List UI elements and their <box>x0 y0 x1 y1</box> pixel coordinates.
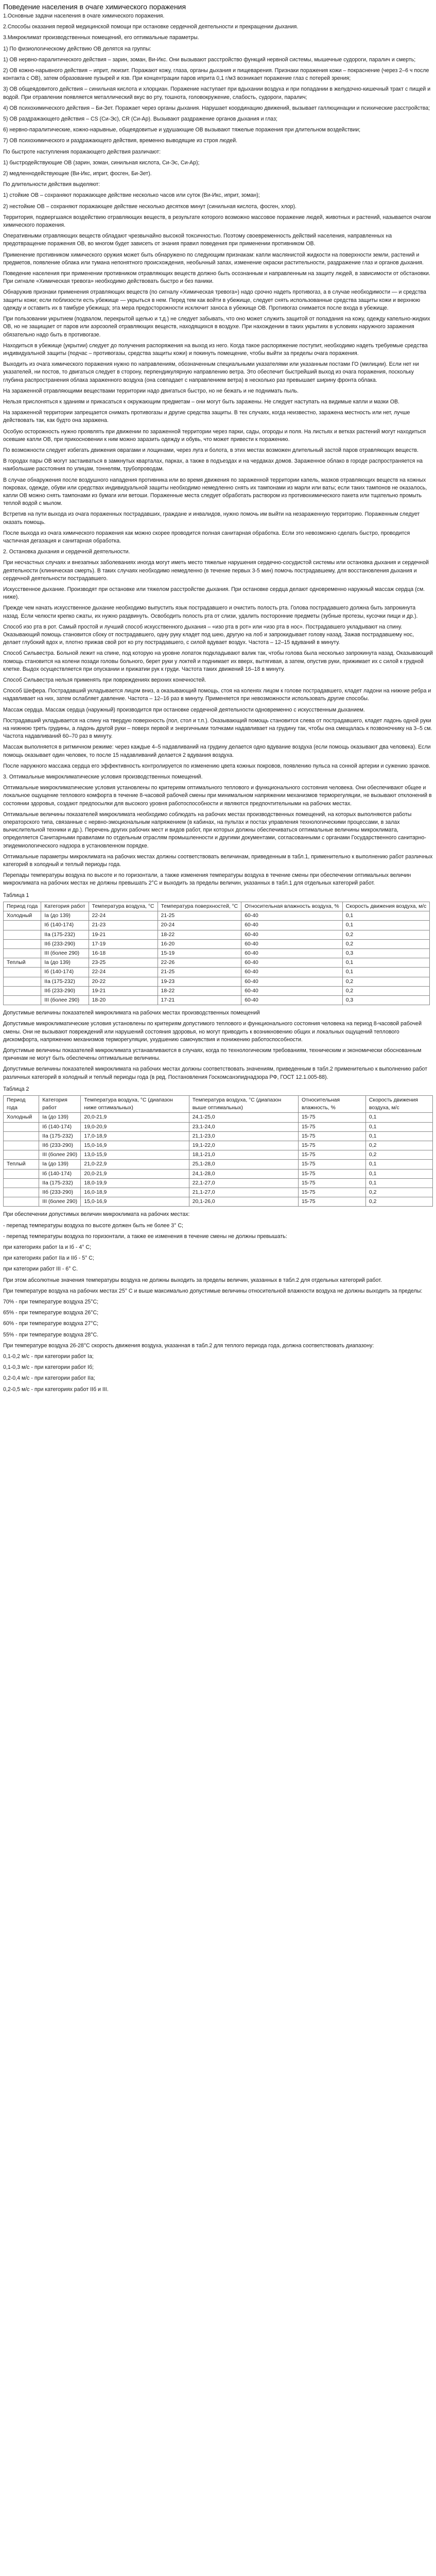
table-header-cell: Категория работ <box>39 1095 81 1112</box>
table-cell: 19,0-20,9 <box>81 1122 189 1131</box>
table-cell: 24,1-28,0 <box>189 1169 298 1178</box>
table-cell: 0,2 <box>342 986 430 995</box>
table-cell: IIб (233-290) <box>41 939 89 948</box>
table-cell: 0,1 <box>365 1178 432 1188</box>
table-cell: 21,1-27,0 <box>189 1188 298 1197</box>
table-row <box>4 911 430 921</box>
table-cell: Iб (140-174) <box>39 1122 81 1131</box>
table-cell <box>4 939 41 948</box>
table-cell: 0,1 <box>342 958 430 968</box>
paragraph: 1) По физиологическому действию ОВ делятся на группы: <box>3 45 151 52</box>
table-cell: III (более 290) <box>39 1150 81 1160</box>
table-cell: 19-21 <box>89 986 158 995</box>
paragraph: 3. Оптимальные микроклиматические условия производственных помещений. <box>3 774 203 781</box>
paragraph: 2.Способы оказания первой медицинской помощи при остановке сердечной деятельности и прекращении дыхания. <box>3 24 299 30</box>
table-cell: 15-75 <box>298 1141 365 1150</box>
table-row <box>4 1160 433 1169</box>
table-cell: 15-75 <box>298 1188 365 1197</box>
table-row <box>4 1178 433 1188</box>
table-cell: 0,1 <box>342 921 430 930</box>
paragraph: Выходить из очага химического поражения нужно по направлениям, обозначенным специальными указателями или указанным постами ГО (милиции). Если нет ни указателей, ни постов, то двигаться следует в сторону, перпендикулярную направлению ветра. Это обеспечит быстрейший выход из очага поражения, поскольку глубина распространения облака зараженного воздуха (она совпадает с направлением ветра) в несколько раз превышает ширину фронта облака. <box>3 361 419 383</box>
table-cell: 60-40 <box>241 948 343 958</box>
paragraph: Таблица 1 <box>3 892 29 899</box>
table-row <box>4 1122 433 1131</box>
paragraph: При обеспечении допустимых величин микроклимата на рабочих местах: <box>3 1211 190 1218</box>
paragraph: 0,1-0,3 м/с - при категории работ Iб; <box>3 1364 94 1371</box>
table-cell: IIб (233-290) <box>39 1188 81 1197</box>
paragraph: 2) нестойкие ОВ – сохраняют поражающее действие несколько десятков минут (синильная кислота, фосген, хлор). <box>3 203 297 210</box>
table-row <box>4 1141 433 1150</box>
table-cell: Теплый <box>4 1160 39 1169</box>
paragraph: 4) ОВ психохимического действия – Би-Зет. Поражает через органы дыхания. Нарушает координацию движений, вызывает галлюцинации и психические расстройства; <box>3 105 430 111</box>
table-cell: IIб (233-290) <box>39 1141 81 1150</box>
paragraph: Массаж выполняется в ритмичном режиме: через каждые 4–5 надавливаний на грудину делается одно вдувание воздуха (если помощь оказывают два человека). Если помощь оказывает один человек, то после 15 надавливаний делается 2 вдувания воздуха. <box>3 744 431 758</box>
table-cell: 18,0-19,9 <box>81 1178 189 1188</box>
table-cell: 60-40 <box>241 930 343 939</box>
table-cell: 0,1 <box>365 1160 432 1169</box>
table-cell: 23,1-24,0 <box>189 1122 298 1131</box>
paragraph: 60% - при температуре воздуха 27°С; <box>3 1320 99 1327</box>
table-cell: 18-20 <box>89 995 158 1005</box>
paragraph: 65% - при температуре воздуха 26°С; <box>3 1310 99 1316</box>
table-row <box>4 930 430 939</box>
paragraph: 55% - при температуре воздуха 28°С. <box>3 1331 99 1338</box>
table-cell: Iб (140-174) <box>41 968 89 977</box>
table-1-header <box>4 902 430 911</box>
table-cell: 0,2 <box>342 930 430 939</box>
paragraph: При температуре воздуха на рабочих местах 25° С и выше максимально допустимые величины относительной влажности воздуха не должны выходить за пределы: <box>3 1287 423 1294</box>
table-cell: 20,1-26,0 <box>189 1197 298 1207</box>
paragraph: По возможности следует избегать движения оврагами и лощинами, через луга и болота, в этих местах возможен длительный застой паров отравляющих веществ. <box>3 447 418 453</box>
paragraph: Нельзя прислоняться к зданиям и прикасаться к окружающим предметам – они могут быть заражены. Не следует наступать на видимые капли и мазки ОВ. <box>3 398 399 405</box>
table-cell: 20,0-21,9 <box>81 1113 189 1122</box>
table-row <box>4 1131 433 1141</box>
paragraph: Поведение населения при применении противником отравляющих веществ должно быть осознанным и направленным на защиту людей, в зависимости от обстановки. При сигнале «Химическая тревога» необходимо действовать быстро и без паники. <box>3 270 430 285</box>
table-cell: Iб (140-174) <box>39 1169 81 1178</box>
paragraph: Находиться в убежище (укрытии) следует до получения распоряжения на выход из него. Когда такое распоряжение поступит, необходимо надеть требуемые средства индивидуальной защиты (подчас – противогазы, средства защиты кожи) и покинуть помещение, чтобы выйти за пределы очага поражения. <box>3 342 428 357</box>
table-cell: 21,0-22,9 <box>81 1160 189 1169</box>
table-cell <box>4 1131 39 1141</box>
table-cell: Теплый <box>4 958 41 968</box>
paragraph: 3) ОВ общеядовитого действия – синильная кислота и хлорциан. Поражение наступает при вдыхании воздуха и при попадании в желудочно-кишечный тракт с пищей и водой. При отравлении появляется металлический вкус во рту, тошнота, головокружение, слабость, судороги, паралич; <box>3 86 431 100</box>
table-cell: 18-22 <box>158 986 241 995</box>
table-cell: 60-40 <box>241 921 343 930</box>
table-cell: 15-75 <box>298 1113 365 1122</box>
table-cell: 17-21 <box>158 995 241 1005</box>
paragraph: Допустимые величины показателей микроклимата на рабочих местах должны соответствовать значениям, приведенным в табл.2 применительно к выполнению работ различных категорий в холодный и теплый периоды года (в ред. Постановления Госкомсанэпиднадзора РФ, ГОСТ 12.1.005-88). <box>3 1066 428 1080</box>
table-cell: 0,1 <box>342 968 430 977</box>
table-2-body <box>4 1113 433 1207</box>
paragraph: Искусственное дыхание. Производят при остановке или тяжелом расстройстве дыхания. При остановке сердца делают одновременно наружный массаж сердца (см. ниже). <box>3 586 425 601</box>
table-cell <box>4 977 41 986</box>
text-section-1 <box>3 12 433 900</box>
table-cell: 15-75 <box>298 1150 365 1160</box>
table-cell: Iа (до 139) <box>39 1113 81 1122</box>
paragraph: Оптимальные микроклиматические условия установлены по критериям оптимального теплового и функционального состояния человека. Они обеспечивают общее и локальное ощущение теплового комфорта в течение 8-часовой рабочей смены при минимальном напряжении механизмов терморегуляции, не вызывают отклонений в состоянии здоровья, создают предпосылки для высокого уровня работоспособности и являются предпочтительными на рабочих местах. <box>3 785 432 807</box>
table-row <box>4 1150 433 1160</box>
table-cell: Iа (до 139) <box>41 911 89 921</box>
paragraph: Оперативными отравляющих веществ обладают чрезвычайно высокой токсичностью. Поэтому своевременность действий населения, направленных на предотвращение поражения ОВ, во многом будет зависеть от знания правил поведения при применении противником ОВ. <box>3 233 392 247</box>
paragraph: Пострадавший укладывается на спину на твердую поверхность (пол, стол и т.п.). Оказывающий помощь становится слева от пострадавшего, кладет ладонь одной руки на нижнюю треть грудины, а ладонь другой руки – поверх первой и энергичными толчками надавливает на грудину так, чтобы она смещалась к позвоночнику на 3–5 см. Частота надавливаний 60–70 раз в минуту. <box>3 717 432 740</box>
table-cell: 17,0-18,9 <box>81 1131 189 1141</box>
paragraph: Способ изо рта в рот. Самый простой и лучший способ искусственного дыхания – «изо рта в рот» или «изо рта в нос». Пострадавшего укладывают на спину. Оказывающий помощь становится сбоку от пострадавшего, одну руку кладет под шею, другую на лоб и запрокидывает голову назад. Зажав пострадавшему нос, делает глубокий вдох и, плотно прижав свой рот ко рту пострадавшего, с силой вдувает воздух. Частота – 12–15 вдуваний в минуту. <box>3 623 414 646</box>
table-cell: IIа (175-232) <box>39 1131 81 1141</box>
paragraph: После наружного массажа сердца его эффективность контролируется по изменению цвета кожных покровов, появлению пульса на сонной артерии и сужению зрачков. <box>3 762 430 769</box>
paragraph: 1.Основные задачи населения в очаге химического поражения. <box>3 13 165 19</box>
table-cell: Iа (до 139) <box>39 1160 81 1169</box>
paragraph: 7) ОВ психохимического и раздражающего действия, временно выводящие из строя людей. <box>3 138 238 144</box>
table-cell <box>4 921 41 930</box>
table-cell: 16-18 <box>89 948 158 958</box>
table-row <box>4 1113 433 1122</box>
table-cell: III (более 290) <box>41 948 89 958</box>
paragraph: 1) быстродействующие ОВ (зарин, зоман, синильная кислота, Си-Эс, Си-Ар); <box>3 159 200 166</box>
table-cell: 19-23 <box>158 977 241 986</box>
paragraph: Особую осторожность нужно проявлять при движении по зараженной территории через парки, сады, огороды и поля. На листьях и ветках растений могут находиться осевшие капли ОВ, при прикосновении к ним можно заразить одежду и обувь, что может привести к поражению. <box>3 428 426 443</box>
table-cell: Холодный <box>4 1113 39 1122</box>
table-cell <box>4 1169 39 1178</box>
paragraph: Обнаружив признаки применения отравляющих веществ (по сигналу «Химическая тревога») надо срочно надеть противогаз, а в случае необходимости — и средства защиты кожи; если поблизости есть убежище — укрыться в нем. Перед тем как войти в убежище, следует снять использованные средства защиты кожи и верхнюю одежду и оставить их в тамбуре убежища; эта мера предосторожности исключит заноса в убежище ОВ. Противогаз снимается после входа в убежище. <box>3 289 426 311</box>
table-cell: 23-25 <box>89 958 158 968</box>
paragraph: 2) ОВ кожно-нарывного действия – иприт, люизит. Поражают кожу, глаза, органы дыхания и пищеварения. Признаки поражения кожи – покраснение (через 2–6 ч после контакта с ОВ), затем образование пузырей и язв. При концентрации паров иприта 0,1 г/м3 возникает поражение глаз с потерей зрения; <box>3 67 429 82</box>
table-cell: 15-75 <box>298 1160 365 1169</box>
table-cell <box>4 1197 39 1207</box>
text-section-2 <box>3 1009 433 1093</box>
table-cell: 0,2 <box>342 939 430 948</box>
table-row <box>4 939 430 948</box>
table-cell: 0,2 <box>365 1150 432 1160</box>
paragraph: На зараженной отравляющими веществами территории надо двигаться быстро, но не бежать и не поднимать пыль. <box>3 387 299 394</box>
paragraph: Оптимальные параметры микроклимата на рабочих местах должны соответствовать величинам, приведенным в табл.1, применительно к выполнению работ различных категорий в холодный и теплый периоды года. <box>3 853 433 868</box>
table-cell: 19-21 <box>89 930 158 939</box>
table-header-cell: Период года <box>4 902 41 911</box>
table-cell: 24,1-25,0 <box>189 1113 298 1122</box>
table-cell: 60-40 <box>241 977 343 986</box>
paragraph: На зараженной территории запрещается снимать противогазы и другие средства защиты. В тех случаях, когда неизвестно, заражена местность или нет, лучше действовать так, как будто она заражена. <box>3 410 410 424</box>
table-cell: 20-24 <box>158 921 241 930</box>
table-cell: IIб (233-290) <box>41 986 89 995</box>
paragraph: Способ Сильвестра. Больной лежит на спине, под которую на уровне лопаток подкладывают валик так, чтобы голова была несколько запрокинута назад. Оказывающий помощь становится на колени позади головы больного, берет руки у локтей и поднимает их вверх, вытягивая, а затем, опустив руки, прижимает их с силой к грудной клетке. Выдох осуществляется при опускании и прижатии рук к груди. Частота таких движений 16–18 в минуту. <box>3 650 433 672</box>
table-1-body <box>4 911 430 1005</box>
table-cell: 15-75 <box>298 1178 365 1188</box>
table-cell <box>4 986 41 995</box>
table-header-row <box>4 902 430 911</box>
table-cell <box>4 948 41 958</box>
table-cell: III (более 290) <box>39 1197 81 1207</box>
table-cell: 21-25 <box>158 968 241 977</box>
table-cell: 18-22 <box>158 930 241 939</box>
table-cell: 0,1 <box>365 1122 432 1131</box>
table-1 <box>3 902 430 1005</box>
paragraph: 6) нервно-паралитические, кожно-нарывные, общеядовитые и удушающие ОВ вызывают тяжелые поражения при длительном воздействии; <box>3 127 361 133</box>
table-cell: 15-19 <box>158 948 241 958</box>
paragraph: при категориях работ IIа и IIб - 5° С; <box>3 1255 94 1262</box>
table-cell: 18,1-21,0 <box>189 1150 298 1160</box>
paragraph: при категориях работ Iа и Iб - 4° С; <box>3 1244 91 1250</box>
paragraph: По длительности действия выделяют: <box>3 181 100 188</box>
table-row <box>4 958 430 968</box>
table-row <box>4 968 430 977</box>
table-cell: 15,0-16,9 <box>81 1141 189 1150</box>
table-header-cell: Скорость движения воздуха, м/с <box>365 1095 432 1112</box>
paragraph: 2. Остановка дыхания и сердечной деятельности. <box>3 549 130 555</box>
table-header-cell: Период года <box>4 1095 39 1112</box>
page-title: Поведение населения в очаге химического поражения <box>3 3 186 11</box>
table-header-cell: Категория работ <box>41 902 89 911</box>
table-cell: 22,1-27,0 <box>189 1178 298 1188</box>
table-cell: 0,3 <box>342 948 430 958</box>
table-cell: IIа (175-232) <box>39 1178 81 1188</box>
paragraph: Допустимые величины показателей микроклимата на рабочих местах производственных помещений <box>3 1010 260 1016</box>
paragraph: Встретив на пути выхода из очага пораженных пострадавших, граждане и инвалидов, нужно помочь им выйти на незараженную территорию. Пораженным следует оказать помощь. <box>3 511 420 526</box>
table-cell: IIа (175-232) <box>41 977 89 986</box>
table-row <box>4 1197 433 1207</box>
paragraph: Допустимые величины показателей микроклимата устанавливаются в случаях, когда по технологическим требованиям, техническим и экономически обоснованным причинам не могут быть обеспечены оптимальные величины. <box>3 1047 422 1062</box>
table-cell: 60-40 <box>241 939 343 948</box>
table-cell: 15-75 <box>298 1197 365 1207</box>
paragraph: При несчастных случаях и внезапных заболеваниях иногда могут иметь место тяжелые нарушения сердечно-сосудистой системы или остановка дыхания и сердечной деятельности (клиническая смерть). В таких случаях необходимо немедленно (в течение первых 3-5 мин) помочь пострадавшему, для восстановления дыхания и сердечной деятельности пострадавшего. <box>3 560 429 582</box>
table-row <box>4 1169 433 1178</box>
paragraph: Территория, подвергшаяся воздействию отравляющих веществ, в результате которого возможно массовое поражение людей, животных и растений, называется очагом химического поражения. <box>3 214 431 229</box>
table-header-cell: Температура воздуха, °С (диапазон выше оптимальных) <box>189 1095 298 1112</box>
paragraph: При температуре воздуха 26-28°С скорость движения воздуха, указанная в табл.2 для теплого периода года, должна соответствовать диапазону: <box>3 1342 374 1349</box>
table-cell: 0,2 <box>365 1141 432 1150</box>
paragraph: Перепады температуры воздуха по высоте и по горизонтали, а также изменения температуры воздуха в течение смены при обеспечении оптимальных величин микроклимата на рабочих местах не должны превышать 2°С и выходить за пределы величин, указанных в табл.1 для отдельных категорий работ. <box>3 872 411 887</box>
paragraph: - перепад температуры воздуха по высоте должен быть не более 3° С; <box>3 1222 183 1229</box>
table-cell: 0,1 <box>365 1113 432 1122</box>
table-cell: Холодный <box>4 911 41 921</box>
table-cell: 21,1-23,0 <box>189 1131 298 1141</box>
table-row <box>4 948 430 958</box>
table-cell: 17-19 <box>89 939 158 948</box>
table-cell <box>4 1188 39 1197</box>
table-header-cell: Температура воздуха, °С <box>89 902 158 911</box>
table-cell: 25,1-28,0 <box>189 1160 298 1169</box>
paragraph: 1) стойкие ОВ – сохраняют поражающее действие несколько часов или суток (Ви-Икс, иприт, зоман); <box>3 192 260 199</box>
table-cell: IIа (175-232) <box>41 930 89 939</box>
table-cell: 20-22 <box>89 977 158 986</box>
table-cell: 0,1 <box>365 1131 432 1141</box>
table-cell: 15-75 <box>298 1131 365 1141</box>
table-cell: 22-24 <box>89 911 158 921</box>
table-cell: 0,2 <box>365 1188 432 1197</box>
table-2-header <box>4 1095 433 1112</box>
paragraph: При пользовании укрытием (подвалом, перекрытой щелью и т.д.) не следует забывать, что оно может служить защитой от попадания на кожу, одежду капельно-жидких ОВ, но не защищает от паров или аэрозолей отравляющих веществ, находящихся в воздухе. При нахождении в таких укрытиях в условиях наружного заражения обязательно надо быть в противогазе. <box>3 316 430 338</box>
table-cell: 0,1 <box>365 1169 432 1178</box>
paragraph: 1) ОВ нервно-паралитического действия – зарин, зоман, Ви-Икс. Они вызывают расстройство функций нервной системы, мышечные судороги, паралич и смерть; <box>3 56 416 63</box>
paragraph: 3.Микроклимат производственных помещений, его оптимальные параметры. <box>3 35 199 41</box>
table-cell: 0,2 <box>342 977 430 986</box>
paragraph: 0,2-0,4 м/с - при категории работ IIа; <box>3 1375 95 1382</box>
table-row <box>4 1188 433 1197</box>
table-cell: 60-40 <box>241 968 343 977</box>
paragraph: Таблица 2 <box>3 1086 29 1092</box>
paragraph: При этом абсолютные значения температуры воздуха не должны выходить за пределы величин, указанных в табл.2 для отдельных категорий работ. <box>3 1277 382 1283</box>
table-row <box>4 921 430 930</box>
paragraph: Способ Сильвестра нельзя применять при повреждениях верхних конечностей. <box>3 677 206 684</box>
table-header-cell: Относительная влажность, % <box>298 1095 365 1112</box>
paragraph: В случае обнаружения после воздушного нападения противника или во время движения по зараженной территории капель, мазков отравляющих веществ на кожных покровах, одежде, обуви или средствах индивидуальной защиты необходимо немедленно снять их тампонами из марли или ваты; если таких тампонов не оказалось, капли ОВ можно снять тампонами из бумаги или ветоши. Пораженные места следует обработать раствором из противохимического пакета или тщательно промыть теплой водой с мылом. <box>3 477 427 507</box>
table-cell: 60-40 <box>241 958 343 968</box>
table-row <box>4 995 430 1005</box>
table-cell: 21-25 <box>158 911 241 921</box>
table-cell: 16,0-18,9 <box>81 1188 189 1197</box>
table-cell: 15-75 <box>298 1122 365 1131</box>
paragraph: После выхода из очага химического поражения как можно скорее проводится полная санитарная обработка. Если это невозможно сделать быстро, проводится частичная дегазация и санитарная обработка. <box>3 530 410 544</box>
paragraph: Прежде чем начать искусственное дыхание необходимо выпустить язык пострадавшего и очистить полость рта. Голова пострадавшего должна быть запрокинута назад. Если челюсти крепко сжаты, их нужно раздвинуть. Освободить полость рта от слизи, удалить посторонние предметы (зубные протезы, кусочки пищи и др.). <box>3 605 418 619</box>
table-cell: 13,0-15,9 <box>81 1150 189 1160</box>
table-cell: 60-40 <box>241 986 343 995</box>
table-header-row <box>4 1095 433 1112</box>
table-cell: 16-20 <box>158 939 241 948</box>
table-row <box>4 977 430 986</box>
table-2 <box>3 1095 433 1207</box>
table-cell: Iа (до 139) <box>41 958 89 968</box>
table-cell: Iб (140-174) <box>41 921 89 930</box>
paragraph: при категории работ III - 6° С. <box>3 1266 78 1273</box>
paragraph: 70% - при температуре воздуха 25°С; <box>3 1299 99 1306</box>
paragraph: - перепад температуры воздуха по горизонтали, а также ее изменения в течение смены не должны превышать: <box>3 1233 287 1240</box>
paragraph: 2) медленнодействующие (Ви-Икс, иприт, фосген, Би-Зет). <box>3 171 152 177</box>
table-cell: 60-40 <box>241 911 343 921</box>
table-header-cell: Относительная влажность воздуха, % <box>241 902 343 911</box>
text-section-3 <box>3 1211 433 1393</box>
paragraph: Применение противником химического оружия может быть обнаружено по следующим признакам: капли маслянистой жидкости на поверхности земли, растений и предметов, появление облака или тумана непонятного происхождения, необычный запах, изменение окраски растительности, раздражение глаз и органов дыхания. <box>3 251 424 266</box>
table-cell: 0,1 <box>342 911 430 921</box>
paragraph: Оптимальные величины показателей микроклимата необходимо соблюдать на рабочих местах производственных помещений, на которых выполняются работы операторского типа, связанные с нервно-эмоциональным напряжением (в кабинах, на пультах и постах управления технологическими процессами, в залах вычислительной техники и др.). Перечень других рабочих мест и видов работ, при которых должны обеспечиваться оптимальные величины микроклимата, определяется Санитарными правилами по отдельным отраслям промышленности и другими документами, согласованными с органами Государственного санитарно-эпидемиологического надзора в установленном порядке. <box>3 811 426 849</box>
paragraph: В городах пары ОВ могут застаиваться в замкнутых кварталах, парках, а также в подъездах и на чердаках домов. Зараженное облако в городе распространяется на наибольшие расстояния по улицам, тоннелям, трубопроводам. <box>3 458 423 472</box>
table-cell: 20,0-21,9 <box>81 1169 189 1178</box>
table-cell: 22-24 <box>89 968 158 977</box>
paragraph: Допустимые микроклиматические условия установлены по критериям допустимого теплового и функционального состояния человека на период 8-часовой рабочей смены. Они не вызывают повреждений или нарушений состояния здоровья, но могут приводить к возникновению общих и локальных ощущений теплового дискомфорта, напряжению механизмов терморегуляции, ухудшению самочувствия и понижению работоспособности. <box>3 1021 422 1043</box>
paragraph: По быстроте наступления поражающего действия различают: <box>3 148 161 155</box>
table-cell: 15,0-16,9 <box>81 1197 189 1207</box>
paragraph: Способ Шефера. Пострадавший укладывается лицом вниз, а оказывающий помощь, стоя на коленях лицом к голове пострадавшего, кладет ладони на нижние ребра и надавливает на них, затем ослабляет давление. Частота – 12–16 раз в минуту. Применяется при невозможности использовать другие способы. <box>3 688 431 702</box>
table-row <box>4 986 430 995</box>
table-cell <box>4 1178 39 1188</box>
table-cell: 60-40 <box>241 995 343 1005</box>
table-cell: 22-26 <box>158 958 241 968</box>
table-header-cell: Температура поверхностей, °С <box>158 902 241 911</box>
table-cell: III (более 290) <box>41 995 89 1005</box>
table-cell: 19,1-22,0 <box>189 1141 298 1150</box>
table-cell <box>4 995 41 1005</box>
table-cell: 15-75 <box>298 1169 365 1178</box>
table-cell <box>4 930 41 939</box>
paragraph: 5) ОВ раздражающего действия – CS (Си-Эс), CR (Си-Ар). Вызывают раздражение органов дыхания и глаз; <box>3 116 277 123</box>
table-cell <box>4 1122 39 1131</box>
table-cell <box>4 1150 39 1160</box>
paragraph: Массаж сердца. Массаж сердца (наружный) производится при остановке сердечной деятельности одновременно с искусственным дыханием. <box>3 706 365 713</box>
paragraph: 0,2-0,5 м/с - при категориях работ IIб и III. <box>3 1386 109 1393</box>
table-header-cell: Температура воздуха, °С (диапазон ниже оптимальных) <box>81 1095 189 1112</box>
table-cell: 0,2 <box>365 1197 432 1207</box>
table-cell: 0,3 <box>342 995 430 1005</box>
table-cell: 21-23 <box>89 921 158 930</box>
table-cell <box>4 968 41 977</box>
paragraph: 0,1-0,2 м/с - при категории работ Iа; <box>3 1353 94 1360</box>
table-header-cell: Скорость движения воздуха, м/с <box>342 902 430 911</box>
table-cell <box>4 1141 39 1150</box>
